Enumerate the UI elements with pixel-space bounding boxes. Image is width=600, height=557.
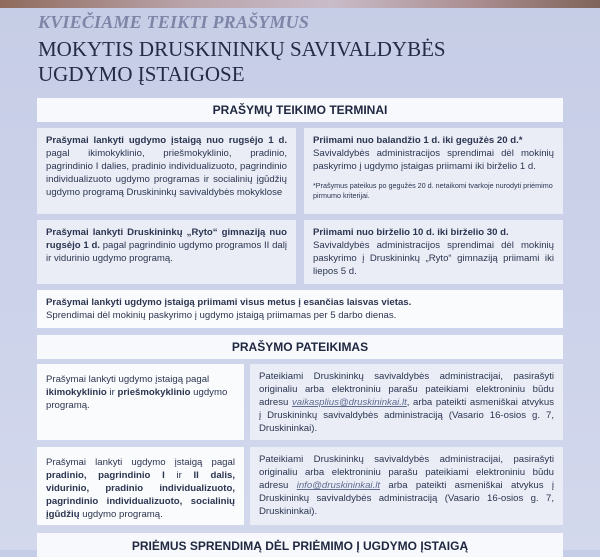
top-photo-strip	[0, 0, 600, 8]
preschool-bold-1: ikimokyklinio	[46, 387, 107, 398]
preschool-submit-text-1: Pateikiami Druskininkų savivaldybės administracijai, pasirašyti originaliu arba elektroniniu parašu pateikiami elektroniniu būdu adresu	[259, 371, 554, 408]
preschool-submit-text-2: , arba pateikti asmeniškai atvykus į Druskininkų savivaldybės administraciją (Vasario 16-osios g. 7, Druskininkai).	[259, 397, 554, 434]
terms-card-dates-1	[304, 128, 563, 214]
school-bold-2: II dalis, vidurinio, pradinio individualizuoto, pagrindinio individualizuoto, socialinių įgūdžių	[46, 470, 236, 520]
school-submit-text-1: Pateikiami Druskininkų savivaldybės administracijai, pasirašyti originaliu arba elektroniniu parašu pateikiami elektroniniu būdu adresu	[259, 454, 554, 491]
email-link-info[interactable]: info@druskininkai.lt	[296, 480, 381, 491]
submission-right-preschool	[250, 364, 563, 440]
terms-card-dates-1-text: Savivaldybės administracijos sprendimai dėl mokinių paskyrimo į ugdymo įstaigas priimami iki birželio 1 d.	[313, 148, 554, 172]
terms-card-year-round-bold: Prašymai lankyti ugdymo įstaigą priimami visus metus į esančias laisvas vietas.	[46, 297, 412, 308]
header-kicker: KVIEČIAME TEIKTI PRAŠYMUS	[38, 12, 310, 32]
section-title-after-decision: PRIĖMUS SPRENDIMĄ DĖL PRIĖMIMO Į UGDYMO ĮSTAIGĄ	[37, 533, 563, 557]
preschool-bold-2: priešmokyklinio	[117, 387, 191, 398]
section-title-submission: PRAŠYMO PATEIKIMAS	[37, 335, 563, 359]
submission-left-preschool	[37, 364, 244, 440]
terms-card-gymnasium	[37, 220, 296, 284]
preschool-text-2: ir	[109, 387, 115, 398]
terms-card-general	[37, 128, 296, 214]
terms-card-dates-2-text: Savivaldybės administracijos sprendimai dėl mokinių paskyrimo į Druskininkų „Ryto“ gimnaziją priimami iki liepos 5 d.	[313, 240, 554, 277]
terms-card-dates-1-note: *Prašymus pateikus po gegužės 20 d. netaikomi tvarkoje nurodyti priėmimo pirmumo kriterijai.	[313, 181, 553, 200]
terms-card-gymnasium-text: pagal pagrindinio ugdymo programos II dalį ir vidurinio ugdymo programą.	[46, 240, 287, 264]
title-line-1: MOKYTIS DRUSKININKŲ SAVIVALDYBĖS	[38, 37, 446, 61]
title-line-2: UGDYMO ĮSTAIGOSE	[38, 62, 245, 86]
preschool-text-1: Prašymai lankyti ugdymo įstaigą pagal	[46, 374, 210, 385]
school-text-3: ugdymo programą.	[82, 509, 163, 520]
school-text-1: Prašymai lankyti ugdymo įstaigą pagal	[46, 457, 235, 468]
school-bold-1: pradinio, pagrindinio I	[46, 470, 165, 481]
school-submit-text-2: arba pateikti asmeniškai atvykus į Druskininkų savivaldybės administraciją (Vasario 16-osios g. 7, Druskininkai).	[259, 480, 555, 517]
header	[38, 12, 578, 87]
terms-card-dates-2	[304, 220, 563, 284]
email-link-vaikasplius[interactable]: vaikasplius@druskininkai.lt	[291, 397, 407, 408]
terms-card-gymnasium-bold: Prašymai lankyti Druskininkų „Ryto“ gimnaziją nuo rugsėjo 1 d.	[46, 227, 287, 251]
school-text-2: ir	[176, 470, 182, 481]
section-title-terms: PRAŠYMŲ TEIKIMO TERMINAI	[37, 98, 563, 122]
terms-card-general-text: pagal ikimokyklinio, priešmokyklinio, pradinio, pagrindinio I dalies, pradinio individualizuoto, pagrindinio individualizuoto ugdymo programas ir socialinių įgūdžių ugdymo programą Druskininkų savivaldybės mokyklose	[46, 148, 287, 198]
submission-left-school	[37, 447, 244, 525]
submission-right-school	[250, 447, 563, 525]
terms-card-year-round-text: Sprendimai dėl mokinių paskyrimo į ugdymo įstaigą priimamas per 5 darbo dienas.	[46, 310, 397, 321]
preschool-text-3: ugdymo programą.	[46, 387, 228, 411]
terms-card-dates-1-heading: Priimami nuo balandžio 1 d. iki gegužės 20 d.*	[313, 135, 523, 146]
terms-card-general-bold: Prašymai lankyti ugdymo įstaigą nuo rugsėjo 1 d.	[46, 135, 287, 146]
page-title	[38, 37, 578, 87]
terms-card-year-round	[37, 290, 563, 328]
terms-card-dates-2-heading: Priimami nuo birželio 10 d. iki birželio 30 d.	[313, 227, 509, 238]
